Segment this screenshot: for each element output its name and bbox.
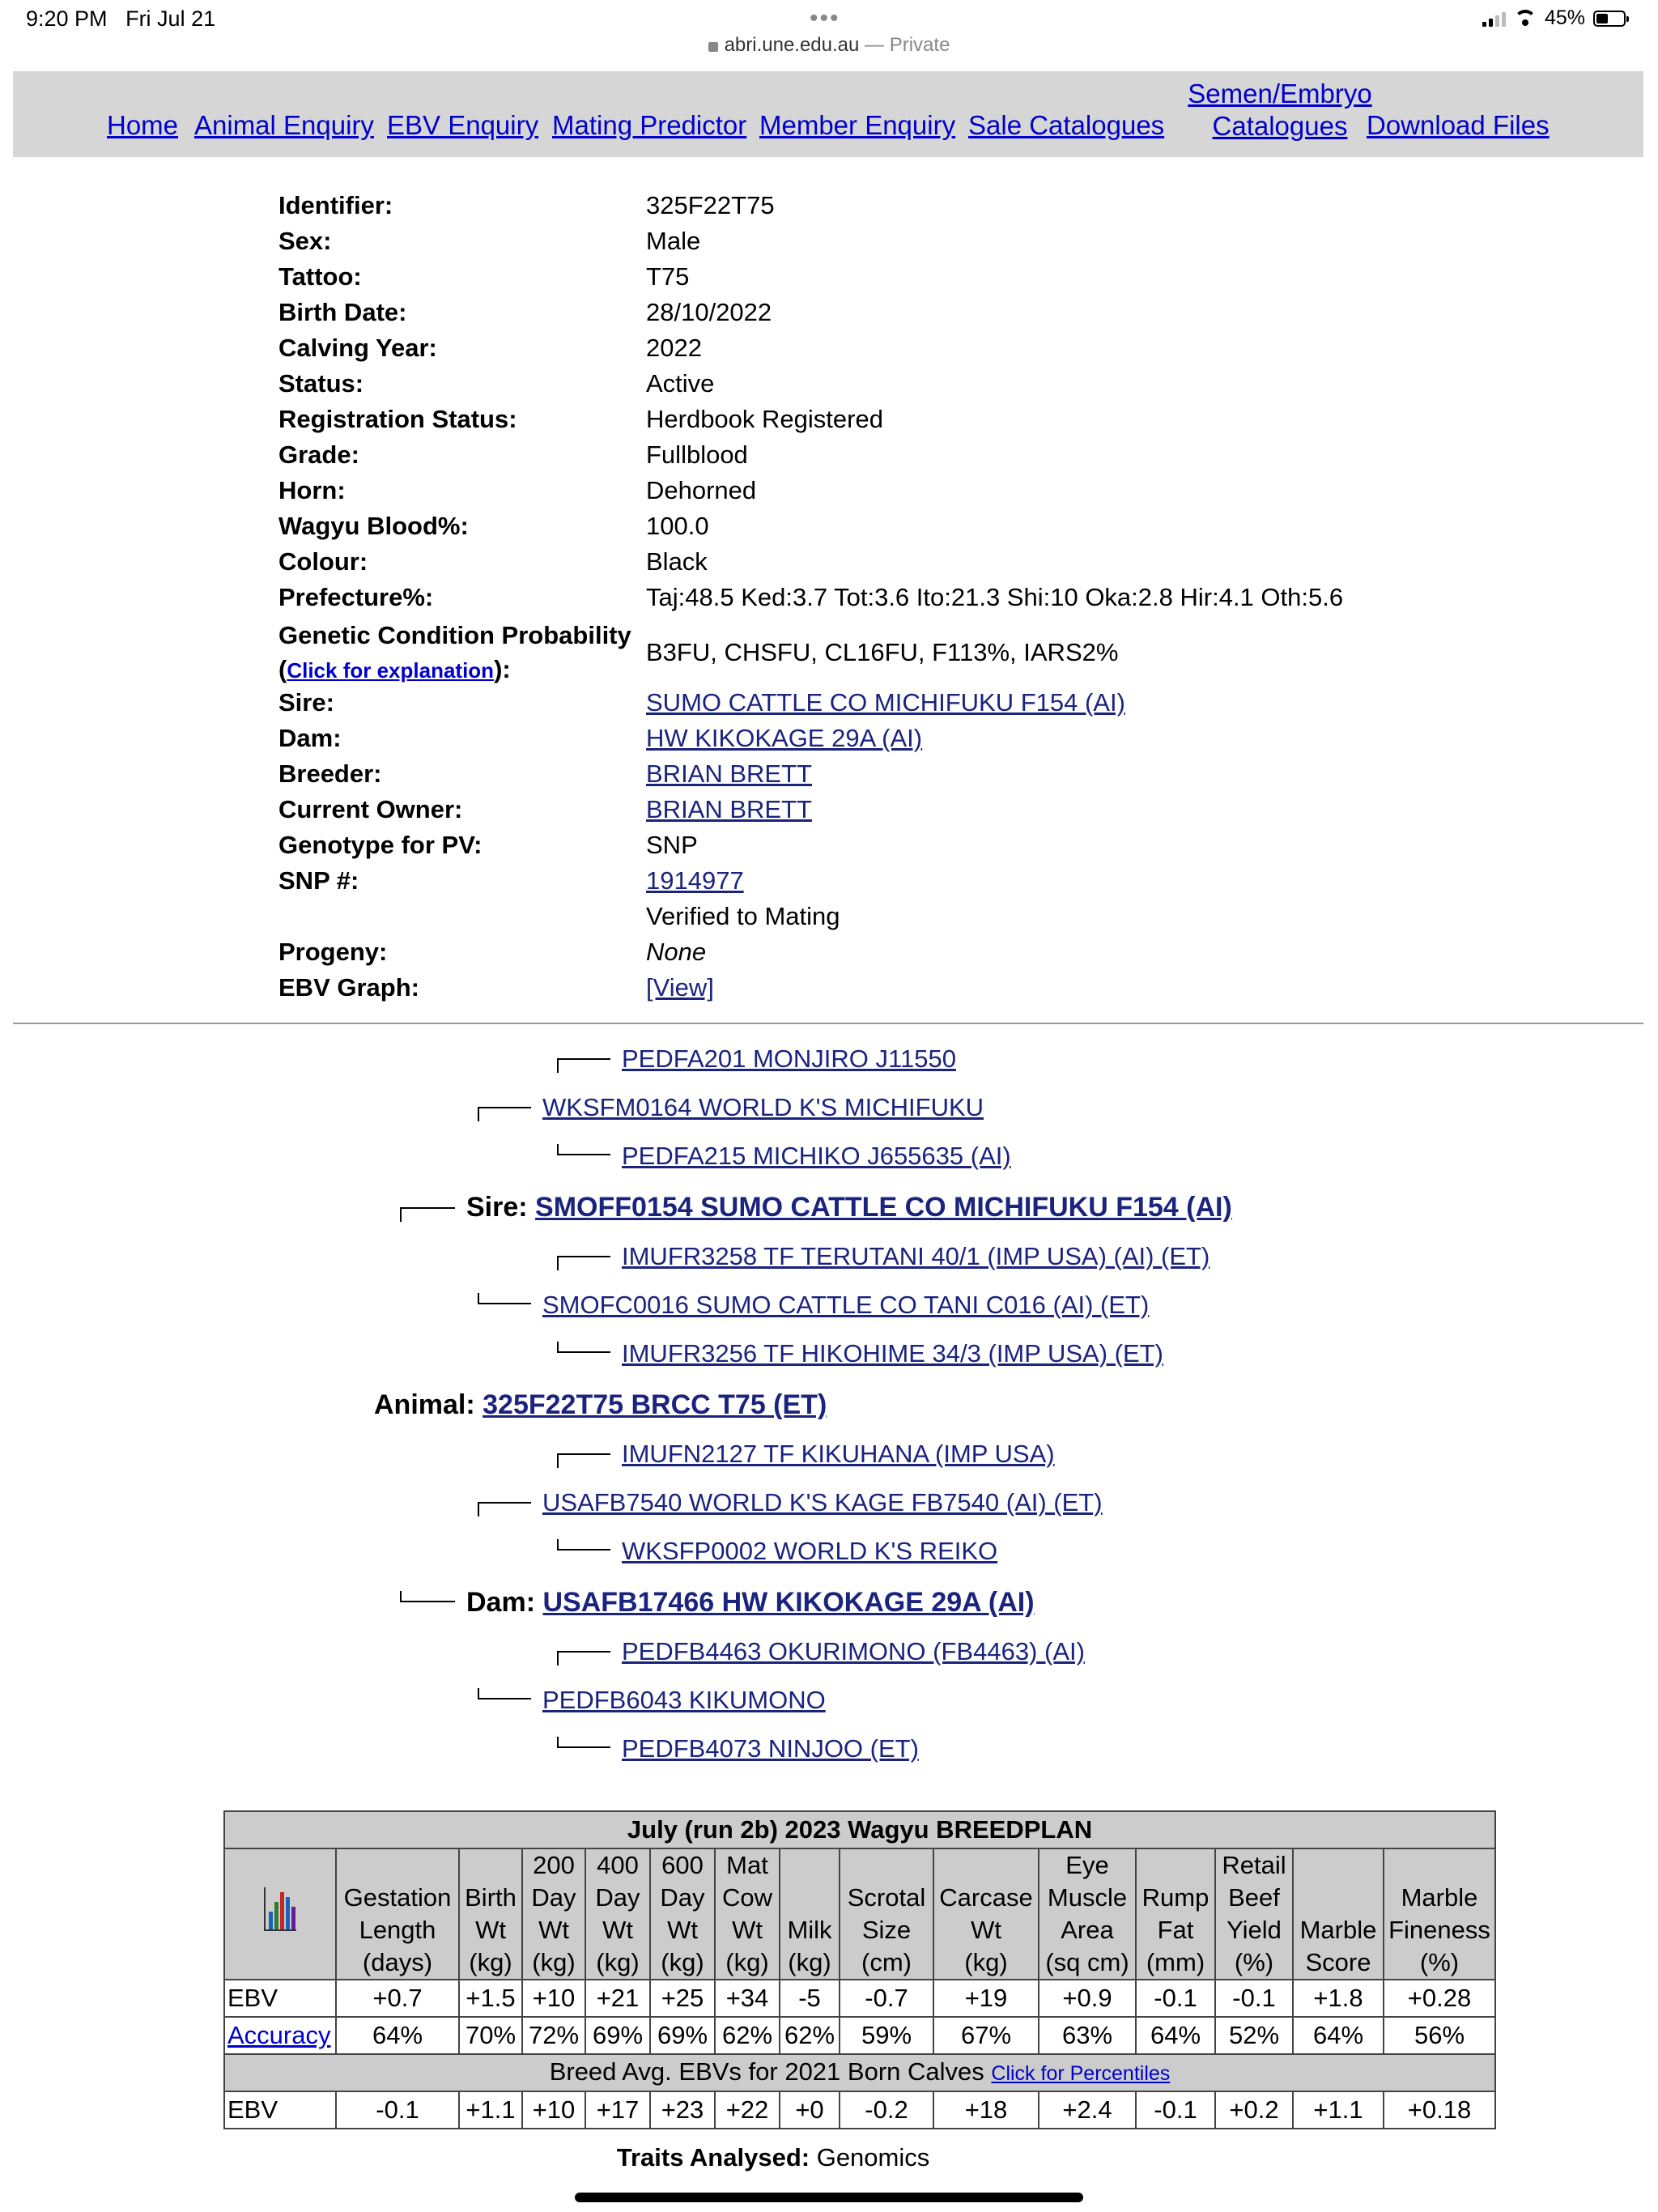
pedigree-link[interactable]: IMUFR3256 TF HIKOHIME 34/3 (IMP USA) (ET) — [622, 1339, 1163, 1368]
branch-line — [557, 1539, 610, 1551]
nav-sale-catalogues[interactable]: Sale Catalogues — [968, 110, 1165, 140]
accuracy-value-cell: 56% — [1384, 2017, 1495, 2054]
ebv-header-1 — [459, 1848, 522, 1980]
ebv-header-3 — [585, 1848, 650, 1980]
ebv-table-title: July (run 2b) 2023 Wagyu BREEDPLAN — [224, 1811, 1495, 1848]
dam-link[interactable]: HW KIKOKAGE 29A (AI) — [646, 724, 923, 752]
ebv-header-7 — [840, 1848, 933, 1980]
ebv-header-13 — [1384, 1848, 1495, 1980]
accuracy-value-cell: 62% — [780, 2017, 840, 2054]
cellular-signal-icon — [1482, 11, 1506, 27]
ebv-value-cell: +0.9 — [1039, 1980, 1136, 2017]
prefecture-label: Prefecture%: — [278, 583, 434, 611]
branch-line — [557, 1453, 610, 1468]
ebv-header-line: Wt — [732, 1916, 763, 1944]
ebv-value-cell: +21 — [585, 1980, 650, 2017]
breed-avg-value-cell: -0.1 — [1136, 2091, 1215, 2129]
sex-value: Male — [646, 227, 701, 255]
accuracy-value-cell: 63% — [1039, 2017, 1136, 2054]
animal-prefix: Animal: — [374, 1389, 475, 1420]
progeny-label: Progeny: — [278, 938, 388, 966]
verified-text: Verified to Mating — [646, 902, 840, 930]
ebv-header-line: Length — [359, 1916, 436, 1944]
ebv-header-12 — [1293, 1848, 1384, 1980]
ebv-header-line: (kg) — [788, 1948, 831, 1976]
branch-line — [478, 1688, 531, 1699]
accuracy-value-cell: 64% — [1293, 2017, 1384, 2054]
battery-icon — [1593, 11, 1626, 27]
accuracy-value-cell: 52% — [1215, 2017, 1293, 2054]
nav-bar — [13, 71, 1643, 157]
pedigree-dam-sire — [478, 1488, 1103, 1517]
ebv-header-4 — [650, 1848, 715, 1980]
ebv-value-cell: +0.7 — [336, 1980, 459, 2017]
ebv-value-cell: +34 — [715, 1980, 780, 2017]
ebv-header-line: Area — [1061, 1916, 1114, 1944]
ebv-header-line: Milk — [787, 1916, 832, 1944]
calving-year-value: 2022 — [646, 334, 702, 362]
ebv-value-cell: -0.1 — [1215, 1980, 1293, 2017]
colour-label: Colour: — [278, 547, 368, 576]
ebv-value-cell: +10 — [522, 1980, 585, 2017]
ebv-graph-view-link[interactable]: [View] — [646, 973, 714, 1002]
branch-line — [400, 1207, 455, 1222]
nav-semen-embryo-catalogues[interactable] — [1174, 78, 1386, 143]
ebv-value-cell: +1.5 — [459, 1980, 522, 2017]
pedigree-dam-dam-dam — [557, 1734, 919, 1763]
nav-animal-enquiry[interactable]: Animal Enquiry — [194, 110, 374, 140]
bar-chart-icon[interactable] — [262, 1886, 298, 1934]
sire-link[interactable]: SUMO CATTLE CO MICHIFUKU F154 (AI) — [646, 688, 1125, 717]
ebv-header-line: (kg) — [725, 1948, 769, 1976]
ebv-header-line: Day — [531, 1883, 576, 1912]
ebv-header-line: Day — [595, 1883, 640, 1912]
ebv-header-line: Cow — [721, 1883, 772, 1912]
accuracy-link[interactable]: Accuracy — [227, 2021, 331, 2049]
ebv-header-6 — [780, 1848, 840, 1980]
snp-link[interactable]: 1914977 — [646, 866, 744, 895]
ebv-header-line: (kg) — [661, 1948, 704, 1976]
ebv-row-label: EBV — [224, 1980, 336, 2017]
ebv-header-line: Fineness — [1388, 1916, 1490, 1944]
genetic-condition-label-line1: Genetic Condition Probability — [278, 621, 631, 649]
branch-line — [478, 1107, 531, 1121]
ebv-header-9 — [1039, 1848, 1136, 1980]
ebv-header-line: (mm) — [1146, 1948, 1205, 1976]
pedigree-link[interactable]: SMOFC0016 SUMO CATTLE CO TANI C016 (AI) (ET) — [542, 1291, 1150, 1319]
accuracy-row — [224, 2017, 1495, 2054]
ebv-header-line: 600 — [661, 1851, 704, 1879]
breed-avg-value-cell: +10 — [522, 2091, 585, 2129]
ebv-header-row — [224, 1848, 1495, 1980]
pedigree-link[interactable]: PEDFA215 MICHIKO J655635 (AI) — [622, 1142, 1011, 1170]
url-text: abri.une.edu.au — [724, 34, 860, 56]
ebv-value-cell: -0.7 — [840, 1980, 933, 2017]
grade-label: Grade: — [278, 440, 359, 469]
breed-avg-cell — [224, 2054, 1495, 2091]
breed-avg-value-cell: +2.4 — [1039, 2091, 1136, 2129]
genotype-label: Genotype for PV: — [278, 831, 483, 859]
breed-avg-value-cell: +18 — [933, 2091, 1039, 2129]
pedigree-animal-link[interactable]: 325F22T75 BRCC T75 (ET) — [483, 1389, 827, 1420]
nav-mating-predictor[interactable]: Mating Predictor — [552, 110, 747, 140]
ebv-header-line: (cm) — [861, 1948, 912, 1976]
ebv-value-cell: +1.8 — [1293, 1980, 1384, 2017]
pedigree-link[interactable]: IMUFR3258 TF TERUTANI 40/1 (IMP USA) (AI) (ET) — [622, 1242, 1210, 1270]
ebv-header-line: Fat — [1157, 1916, 1194, 1944]
ebv-header-line: Marble — [1401, 1883, 1478, 1912]
genetic-condition-paren-close: ): — [494, 655, 511, 683]
ebv-header-line: (sq cm) — [1045, 1948, 1129, 1976]
ebv-header-2 — [522, 1848, 585, 1980]
ebv-graph-label: EBV Graph: — [278, 973, 419, 1002]
ebv-header-line: Mat — [726, 1851, 768, 1879]
breed-avg-value-cell: +0.2 — [1215, 2091, 1293, 2129]
dam-label: Dam: — [278, 724, 342, 752]
ebv-header-line: (days) — [362, 1948, 433, 1976]
pedigree-sire-dam — [478, 1291, 1149, 1320]
ebv-header-line — [843, 1849, 930, 1882]
breed-avg-value-cell: +0 — [780, 2091, 840, 2129]
ebv-header-line: Retail — [1222, 1851, 1286, 1879]
grade-value: Fullblood — [646, 440, 748, 469]
ebv-header-line: (%) — [1419, 1948, 1460, 1976]
home-indicator[interactable] — [575, 2193, 1083, 2202]
tattoo-value: T75 — [646, 262, 690, 291]
pedigree-dam — [400, 1587, 1035, 1619]
breed-avg-value-cell: +0.18 — [1384, 2091, 1495, 2129]
nav-download-files[interactable]: Download Files — [1367, 110, 1550, 140]
ebv-header-line: Muscle — [1047, 1883, 1128, 1912]
progeny-value: None — [646, 938, 707, 966]
registration-label: Registration Status: — [278, 405, 517, 433]
birth-date-value: 28/10/2022 — [646, 298, 772, 326]
genetic-condition-label — [278, 619, 631, 687]
lock-icon — [708, 42, 718, 52]
ebv-header-10 — [1136, 1848, 1215, 1980]
pedigree-dam-sire-dam — [557, 1537, 997, 1566]
sire-prefix: Sire: — [466, 1192, 528, 1223]
ebv-value-cell: -5 — [780, 1980, 840, 2017]
breeder-link[interactable]: BRIAN BRETT — [646, 759, 812, 788]
ebv-header-line: Birth — [465, 1883, 517, 1912]
wagyu-blood-label: Wagyu Blood%: — [278, 512, 469, 540]
more-dots-icon[interactable]: ••• — [810, 5, 840, 32]
click-for-explanation-link[interactable]: Click for explanation — [287, 658, 495, 683]
pedigree-link[interactable]: WKSFP0002 WORLD K'S REIKO — [622, 1537, 998, 1565]
pedigree-animal — [374, 1389, 827, 1421]
ebv-header-line: Rump — [1141, 1883, 1209, 1912]
ebv-header-line: Wt — [602, 1916, 633, 1944]
status-label: Status: — [278, 369, 364, 398]
ebv-header-line: (kg) — [532, 1948, 576, 1976]
percentiles-link[interactable]: Click for Percentiles — [991, 2062, 1171, 2085]
wifi-icon — [1514, 10, 1537, 28]
breed-avg-value-cell: +1.1 — [459, 2091, 522, 2129]
branch-line — [557, 1737, 610, 1748]
ebv-header-line: 200 — [533, 1851, 575, 1879]
traits-label: Traits Analysed: — [616, 2143, 810, 2172]
ebv-header-0 — [336, 1848, 459, 1980]
ebv-header-line — [937, 1849, 1035, 1882]
accuracy-value-cell: 70% — [459, 2017, 522, 2054]
owner-link[interactable]: BRIAN BRETT — [646, 795, 812, 823]
accuracy-value-cell: 59% — [840, 2017, 933, 2054]
ebv-header-line — [783, 1882, 836, 1914]
breed-avg-text: Breed Avg. EBVs for 2021 Born Calves — [549, 2057, 984, 2086]
status-time: 9:20 PM — [26, 6, 108, 31]
ebv-header-line: Size — [861, 1916, 912, 1944]
dam-prefix: Dam: — [466, 1587, 536, 1618]
snp-label: SNP #: — [278, 866, 359, 895]
ebv-header-line: Scrotal — [847, 1883, 926, 1912]
identifier-value: 325F22T75 — [646, 191, 775, 219]
battery-percent: 45% — [1544, 6, 1585, 29]
colour-value: Black — [646, 547, 708, 576]
breed-avg-row-label: EBV — [224, 2091, 336, 2129]
status-indicators — [1482, 6, 1626, 30]
ebv-header-line: Eye — [1065, 1851, 1109, 1879]
branch-line — [400, 1591, 455, 1602]
status-time-date — [26, 6, 215, 32]
ebv-header-line — [1139, 1849, 1212, 1882]
ebv-value-cell: -0.1 — [1136, 1980, 1215, 2017]
accuracy-value-cell: 67% — [933, 2017, 1039, 2054]
nav-semen-line2: Catalogues — [1212, 111, 1348, 141]
status-bar — [0, 0, 1658, 73]
pedigree-link[interactable]: PEDFB4073 NINJOO (ET) — [622, 1734, 919, 1763]
ebv-header-line: Wt — [538, 1916, 569, 1944]
pedigree-sire-sire-dam — [557, 1142, 1011, 1171]
accuracy-value-cell: 64% — [1136, 2017, 1215, 2054]
address-bar[interactable] — [0, 34, 1658, 57]
ebv-header-line: Wt — [971, 1916, 1001, 1944]
accuracy-value-cell: 62% — [715, 2017, 780, 2054]
ebv-header-line — [783, 1849, 836, 1882]
ebv-header-line: Wt — [475, 1916, 506, 1944]
breed-avg-value-cell: +23 — [650, 2091, 715, 2129]
breed-avg-value-cell: +22 — [715, 2091, 780, 2129]
sex-label: Sex: — [278, 227, 332, 255]
pedigree-sire-dam-sire — [557, 1242, 1209, 1271]
accuracy-row-label[interactable] — [224, 2017, 336, 2054]
pedigree-dam-dam — [478, 1686, 826, 1715]
accuracy-value-cell: 69% — [585, 2017, 650, 2054]
ebv-header-line: Carcase — [939, 1883, 1033, 1912]
pedigree-sire-sire-sire — [557, 1044, 956, 1074]
ebv-header-line — [339, 1849, 456, 1882]
ebv-header-line: Beef — [1228, 1883, 1280, 1912]
breeder-label: Breeder: — [278, 759, 382, 788]
breed-avg-value-cell: +17 — [585, 2091, 650, 2129]
branch-line — [478, 1502, 531, 1516]
private-label: — Private — [865, 34, 950, 56]
branch-line — [557, 1342, 610, 1353]
genetic-condition-value: B3FU, CHSFU, CL16FU, F113%, IARS2% — [646, 638, 1119, 666]
breed-avg-values-row — [224, 2091, 1495, 2129]
birth-date-label: Birth Date: — [278, 298, 407, 326]
ebv-header-5 — [715, 1848, 780, 1980]
branch-line — [557, 1651, 610, 1665]
ebv-header-line: (kg) — [469, 1948, 512, 1976]
pedigree-link[interactable]: IMUFN2127 TF KIKUHANA (IMP USA) — [622, 1440, 1055, 1468]
branch-line — [557, 1144, 610, 1155]
ebv-header-line — [1296, 1882, 1380, 1914]
ebv-header-line: 400 — [597, 1851, 639, 1879]
pedigree-sire-sire — [478, 1093, 984, 1122]
traits-value: Genomics — [816, 2143, 930, 2172]
sire-label: Sire: — [278, 688, 334, 717]
branch-line — [557, 1256, 610, 1270]
ebv-table — [223, 1810, 1496, 2129]
wagyu-blood-value: 100.0 — [646, 512, 709, 540]
tattoo-label: Tattoo: — [278, 262, 362, 291]
nav-ebv-enquiry[interactable]: EBV Enquiry — [387, 110, 539, 140]
ebv-header-line: Marble — [1299, 1916, 1377, 1944]
ebv-chart-cell[interactable] — [224, 1848, 336, 1980]
horn-label: Horn: — [278, 476, 346, 504]
accuracy-value-cell: 69% — [650, 2017, 715, 2054]
ebv-value-cell: +25 — [650, 1980, 715, 2017]
ebv-header-8 — [933, 1848, 1039, 1980]
calving-year-label: Calving Year: — [278, 334, 437, 362]
status-date: Fri Jul 21 — [125, 6, 216, 31]
ebv-header-line: Day — [660, 1883, 705, 1912]
genetic-condition-paren-open: ( — [278, 655, 287, 683]
ebv-header-line: Yield — [1226, 1916, 1282, 1944]
prefecture-value: Taj:48.5 Ked:3.7 Tot:3.6 Ito:21.3 Shi:10 Oka:2.8 Hir:4.1 Oth:5.6 — [646, 583, 1344, 611]
pedigree-link[interactable]: PEDFB4463 OKURIMONO (FB4463) (AI) — [622, 1637, 1085, 1665]
ebv-header-line: (kg) — [964, 1948, 1008, 1976]
branch-line — [557, 1058, 610, 1073]
section-divider — [13, 1023, 1643, 1024]
breed-avg-row — [224, 2054, 1495, 2091]
ebv-header-line — [462, 1849, 519, 1882]
branch-line — [478, 1293, 531, 1304]
status-value: Active — [646, 369, 715, 398]
identifier-label: Identifier: — [278, 191, 393, 219]
nav-semen-line1: Semen/Embryo — [1188, 79, 1372, 108]
pedigree-dam-sire-sire — [557, 1440, 1055, 1469]
nav-home[interactable]: Home — [107, 110, 179, 140]
pedigree-link[interactable]: WKSFM0164 WORLD K'S MICHIFUKU — [542, 1093, 984, 1121]
pedigree-sire — [400, 1192, 1232, 1223]
breed-avg-value-cell: -0.1 — [336, 2091, 459, 2129]
pedigree-sire-dam-dam — [557, 1339, 1163, 1368]
ebv-header-11 — [1215, 1848, 1293, 1980]
ebv-header-line: Score — [1305, 1948, 1371, 1976]
accuracy-value-cell: 64% — [336, 2017, 459, 2054]
pedigree-link[interactable]: USAFB7540 WORLD K'S KAGE FB7540 (AI) (ET) — [542, 1488, 1103, 1516]
pedigree-sire-link[interactable]: SMOFF0154 SUMO CATTLE CO MICHIFUKU F154 (AI) — [535, 1192, 1232, 1223]
ebv-header-line — [1296, 1849, 1380, 1882]
owner-label: Current Owner: — [278, 795, 463, 823]
ebv-header-line: Gestation — [343, 1883, 452, 1912]
ebv-values-row — [224, 1980, 1495, 2017]
pedigree-link[interactable]: PEDFA201 MONJIRO J11550 — [622, 1044, 956, 1073]
pedigree-dam-link[interactable]: USAFB17466 HW KIKOKAGE 29A (AI) — [542, 1587, 1035, 1618]
accuracy-value-cell: 72% — [522, 2017, 585, 2054]
breed-avg-value-cell: +1.1 — [1293, 2091, 1384, 2129]
registration-value: Herdbook Registered — [646, 405, 883, 433]
genotype-value: SNP — [646, 831, 698, 859]
ebv-value-cell: +19 — [933, 1980, 1039, 2017]
ebv-header-line: (%) — [1234, 1948, 1274, 1976]
pedigree-dam-dam-sire — [557, 1637, 1085, 1666]
traits-analysed — [0, 2143, 1546, 2172]
breed-avg-value-cell: -0.2 — [840, 2091, 933, 2129]
ebv-value-cell: +0.28 — [1384, 1980, 1495, 2017]
ebv-header-line: (kg) — [596, 1948, 640, 1976]
ebv-header-line: Wt — [667, 1916, 698, 1944]
ebv-header-line — [1387, 1849, 1492, 1882]
horn-value: Dehorned — [646, 476, 757, 504]
nav-member-enquiry[interactable]: Member Enquiry — [759, 110, 956, 140]
pedigree-link[interactable]: PEDFB6043 KIKUMONO — [542, 1686, 826, 1714]
